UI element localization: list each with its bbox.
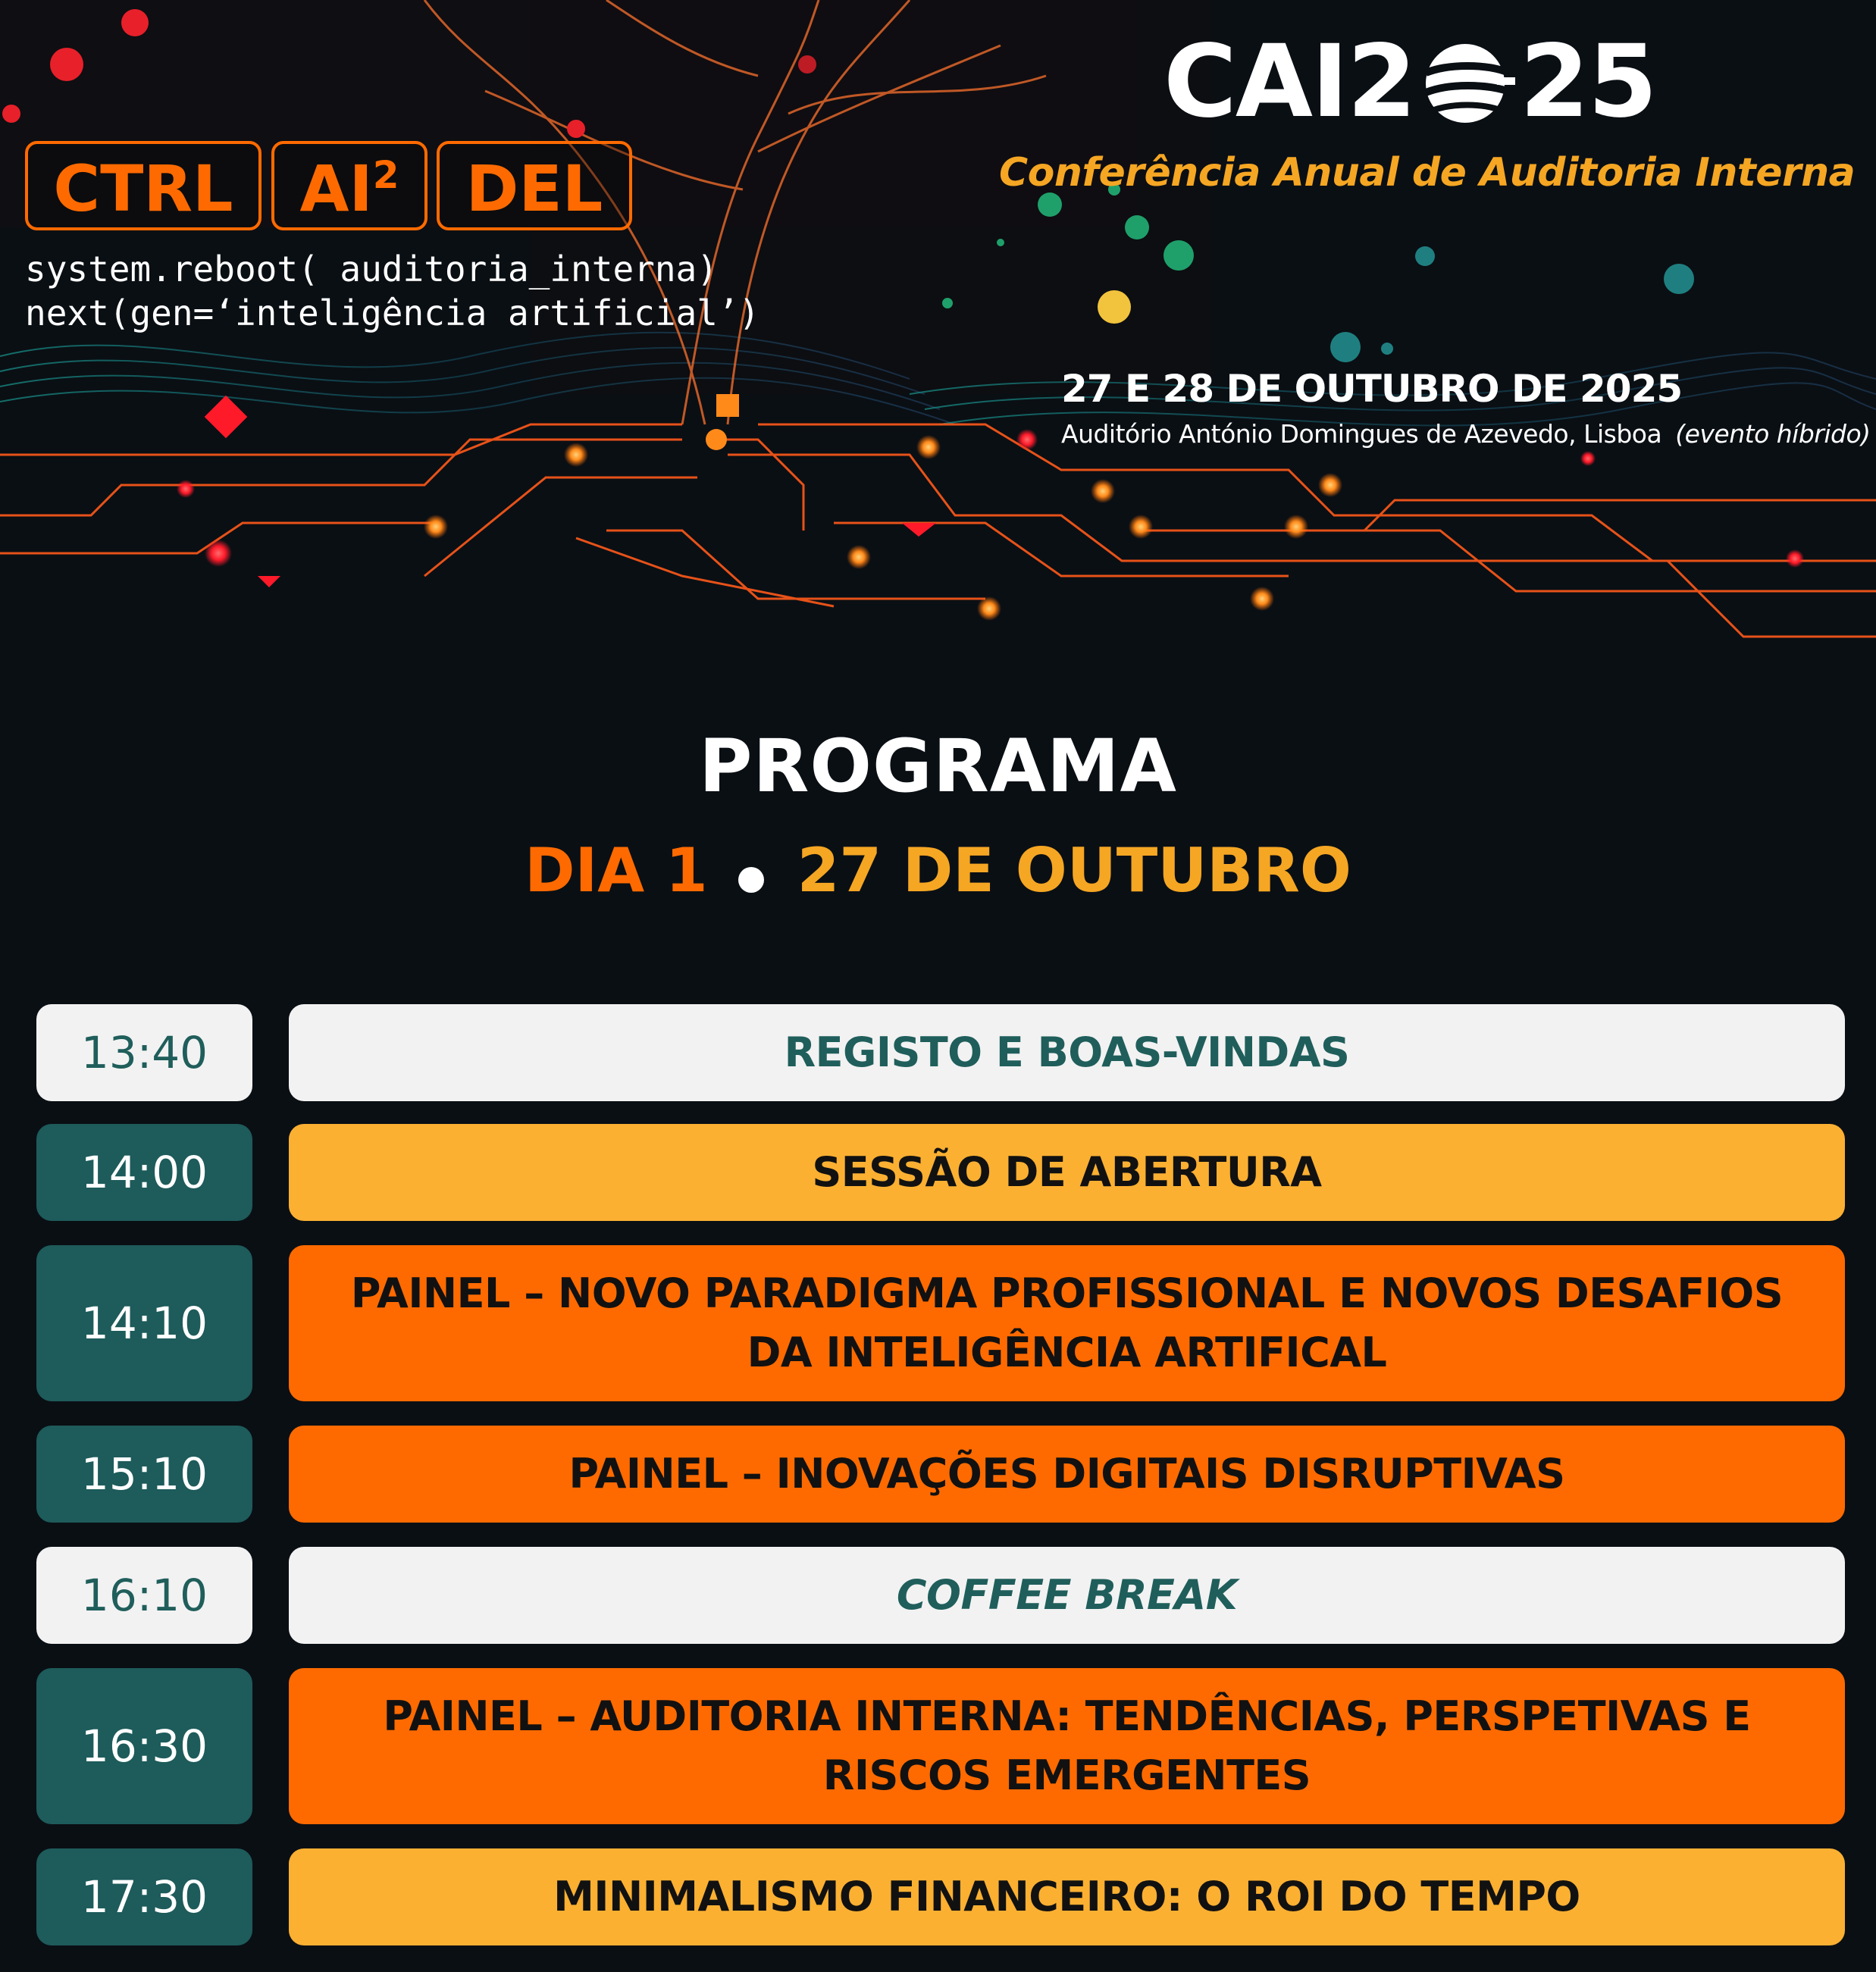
session-time: 17:30: [36, 1848, 252, 1945]
conference-subtitle: Conferência Anual de Auditoria Interna: [999, 150, 1856, 196]
session-title: PAINEL – NOVO PARADIGMA PROFISSIONAL E NOVOS DESAFIOS DA INTELIGÊNCIA ARTIFICAL: [289, 1245, 1845, 1401]
globe-icon: [1418, 33, 1517, 132]
schedule-row: [36, 1004, 1845, 1101]
session-time: 15:10: [36, 1426, 252, 1523]
program-title: PROGRAMA: [699, 724, 1177, 809]
schedule-row: [36, 1547, 1845, 1644]
session-time: 16:10: [36, 1547, 252, 1644]
session-title: REGISTO E BOAS-VINDAS: [289, 1004, 1845, 1101]
session-title: SESSÃO DE ABERTURA: [289, 1124, 1845, 1221]
schedule-row: [36, 1668, 1845, 1824]
session-time: 16:30: [36, 1668, 252, 1824]
day-date: 27 DE OUTUBRO: [797, 835, 1351, 906]
ai-superscript: 2: [372, 153, 399, 197]
venue-note: (evento híbrido): [1675, 419, 1871, 449]
logo-text-right: 25: [1520, 23, 1656, 140]
day-heading: [0, 835, 1876, 906]
schedule-row: [36, 1245, 1845, 1401]
code-line-2: next(gen=‘inteligência artificial’): [25, 293, 760, 333]
session-title: PAINEL – AUDITORIA INTERNA: TENDÊNCIAS, PERSPETIVAS E RISCOS EMERGENTES: [289, 1668, 1845, 1824]
code-line-1: system.reboot( auditoria_interna): [25, 249, 718, 290]
session-time: 13:40: [36, 1004, 252, 1101]
venue-name: Auditório António Domingues de Azevedo, Lisboa: [1061, 419, 1662, 449]
cai-2025-logo: [1163, 23, 1656, 140]
schedule-row: [36, 1426, 1845, 1523]
ctrl-keycap: CTRL: [25, 141, 262, 230]
ai-keycap: $AI^2$: [271, 141, 428, 230]
day-label: DIA 1: [525, 835, 708, 906]
session-title: PAINEL – INOVAÇÕES DIGITAIS DISRUPTIVAS: [289, 1426, 1845, 1523]
schedule-row: [36, 1848, 1845, 1945]
event-dates: 27 E 28 DE OUTUBRO DE 2025: [1061, 367, 1683, 411]
event-venue: [1061, 419, 1871, 449]
logo-text-left: CAI2: [1163, 23, 1415, 140]
session-title: COFFEE BREAK: [289, 1547, 1845, 1644]
code-tagline: [25, 247, 759, 335]
del-keycap: DEL: [437, 141, 632, 230]
bullet-dot-icon: [738, 867, 764, 893]
session-time: 14:00: [36, 1124, 252, 1221]
session-time: 14:10: [36, 1245, 252, 1401]
session-title: MINIMALISMO FINANCEIRO: O ROI DO TEMPO: [289, 1848, 1845, 1945]
schedule-row: [36, 1124, 1845, 1221]
